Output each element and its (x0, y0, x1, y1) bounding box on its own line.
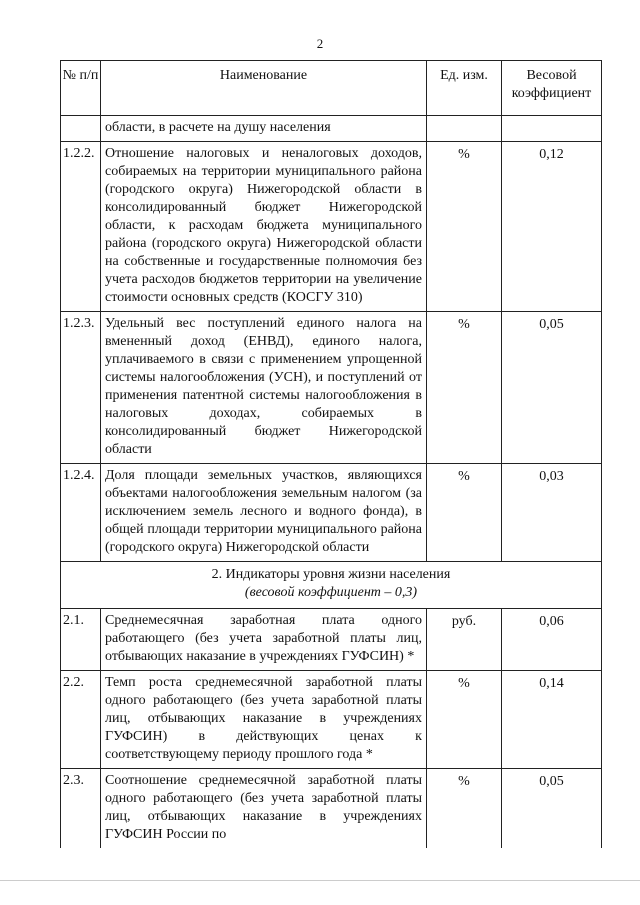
table-row (61, 609, 602, 671)
page-number: 2 (316, 36, 324, 51)
row-name: Доля площади земельных участков, являющихся объектами налогообложения земельным налогом (за исключением земель лесного и водного фонда), в общей площади территории муниципального района (городского округа) Нижегородской области (101, 464, 427, 562)
row-weight: 0,03 (502, 464, 602, 562)
row-num: 1.2.3. (61, 312, 101, 464)
header-unit: Ед. изм. (427, 61, 502, 116)
table-row (61, 142, 602, 312)
row-name: Удельный вес поступлений единого налога на вмененный доход (ЕНВД), единого налога, уплачиваемого в связи с применением упрощенной системы налогообложения (УСН), и поступлений от применения патентной системы налогообложения в налоговых доходах, собираемых в консолидированный бюджет Нижегородской области (101, 312, 427, 464)
row-unit: % (427, 671, 502, 769)
row-num: 2.1. (61, 609, 101, 671)
row-name: Среднемесячная заработная плата одного работающего (без учета заработной платы лиц, отбывающих наказание в учреждениях ГУФСИН) * (101, 609, 427, 671)
row-num: 2.2. (61, 671, 101, 769)
page-edge-line (0, 880, 640, 881)
continuation-text: области, в расчете на душу населения (101, 116, 427, 142)
row-num: 1.2.4. (61, 464, 101, 562)
header-name: Наименование (101, 61, 427, 116)
row-weight: 0,14 (502, 671, 602, 769)
table-row-continuation (61, 116, 602, 142)
table-header (61, 61, 602, 116)
table-row (61, 769, 602, 849)
section-row (61, 562, 602, 609)
row-weight: 0,05 (502, 312, 602, 464)
header-num: № п/п (61, 61, 101, 116)
row-weight: 0,05 (502, 769, 602, 849)
row-weight: 0,06 (502, 609, 602, 671)
row-unit: % (427, 769, 502, 849)
header-weight: Весовой коэффициент (502, 61, 602, 116)
row-unit: руб. (427, 609, 502, 671)
row-name: Соотношение среднемесячной заработной платы одного работающего (без учета заработной платы лиц, отбывающих наказание в учреждениях ГУФСИН России по (101, 769, 427, 849)
table-row (61, 671, 602, 769)
row-name: Темп роста среднемесячной заработной платы одного работающего (без учета заработной платы лиц, отбывающих наказание в учреждениях ГУФСИН) в действующих ценах к соответствующему периоду прошлого года * (101, 671, 427, 769)
table-row (61, 312, 602, 464)
section-subtitle: (весовой коэффициент – 0,3) (244, 585, 418, 600)
table-row (61, 464, 602, 562)
row-weight: 0,12 (502, 142, 602, 312)
row-unit: % (427, 142, 502, 312)
row-num: 1.2.2. (61, 142, 101, 312)
row-unit: % (427, 464, 502, 562)
row-num: 2.3. (61, 769, 101, 849)
indicators-table (60, 60, 602, 848)
section-title: 2. Индикаторы уровня жизни населения (211, 567, 451, 582)
row-unit: % (427, 312, 502, 464)
row-name: Отношение налоговых и неналоговых доходов, собираемых на территории муниципального района (городского округа) Нижегородской области в консолидированный бюджет Нижегородской области, к расходам бюджета муниципального района (городского округа) Нижегородской области на собственные и государственные полномочия без учета расходов бюджетов территории на увеличение стоимости основных средств (КОСГУ 310) (101, 142, 427, 312)
